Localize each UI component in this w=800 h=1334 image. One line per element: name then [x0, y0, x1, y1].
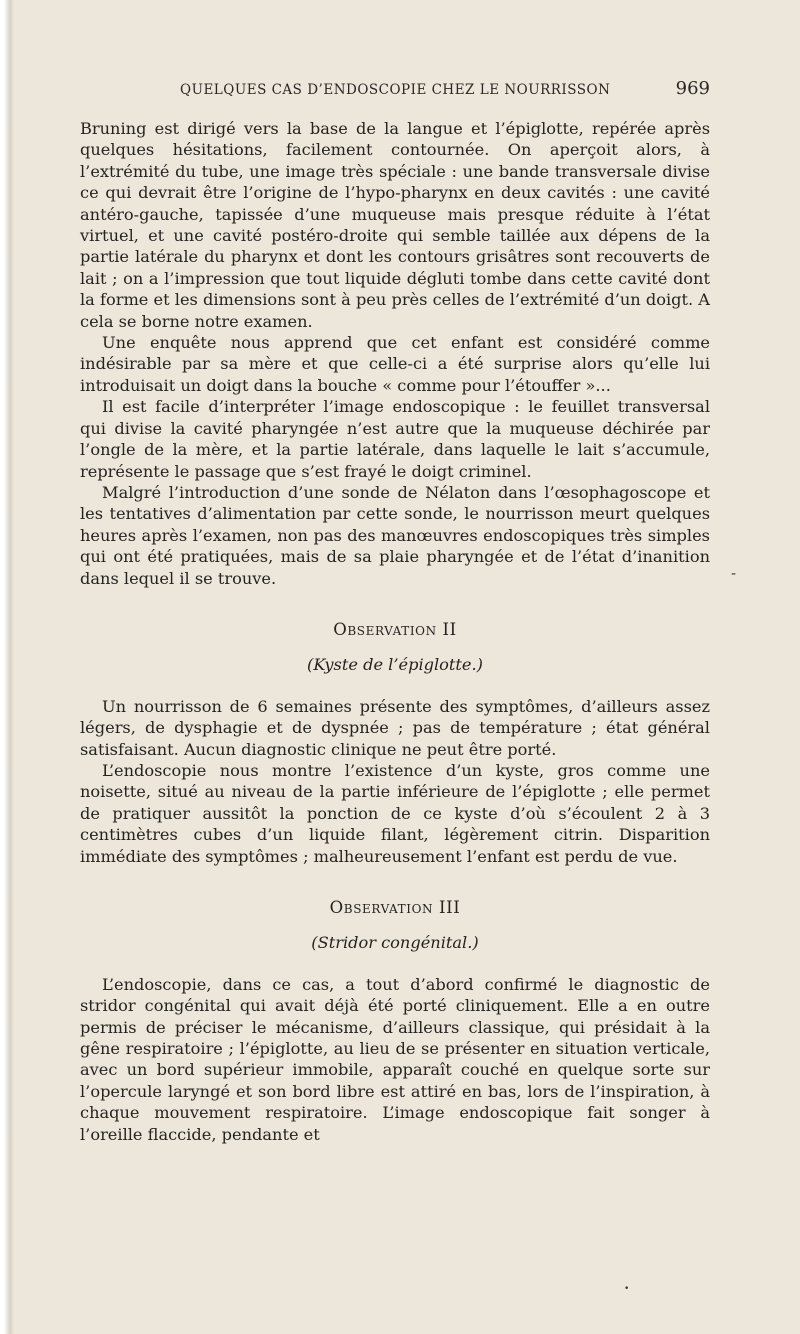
margin-tick-mark: - — [731, 566, 737, 582]
paragraph-continued: Bruning est dirigé vers la base de la langue et l’épiglotte, repérée après quelques hésitations, facilement contournée. On aperçoit alors, à l’extrémité du tube, une image très spéciale : une bande transversale divise ce qui devrait être l’origine de l’hypo-pharynx en deux cavités : une cavité antéro-gauche, tapissée d’une muqueuse mais presque réduite à l’état virtuel, et une cavité postéro-droite qui semble taillée aux dépens de la partie latérale du pharynx et dont les contours grisâtres sont recouverts de lait ; on a l’impression que tout liquide dégluti tombe dans cette cavité dont la forme et les dimensions sont à peu près celles de l’extrémité d’un doigt. A cela se borne notre examen. — [80, 119, 710, 331]
running-head: QUELQUES CAS D’ENDOSCOPIE CHEZ LE NOURRISSON — [180, 82, 611, 98]
page-header — [80, 78, 710, 104]
page-body — [80, 118, 710, 1145]
paragraph: Il est facile d’interpréter l’image endoscopique : le feuillet transversal qui divise la cavité pharyngée n’est autre que la muqueuse déchirée par l’ongle de la mère, et la partie latérale, dans laquelle le lait s’accumule, représente le passage que s’est frayé le doigt criminel. — [80, 397, 710, 481]
page-number: 969 — [675, 78, 710, 99]
paragraph: L’endoscopie nous montre l’existence d’un kyste, gros comme une noisette, situé au niveau de la partie inférieure de l’épiglotte ; elle permet de pratiquer aussitôt la ponction de ce kyste d’où s’écoulent 2 à 3 centimètres cubes d’un liquide filant, légèrement citrin. Disparition immédiate des symptômes ; malheureusement l’enfant est perdu de vue. — [80, 760, 710, 866]
observation-heading: Observation II — [333, 619, 457, 639]
observation-heading: Observation III — [329, 898, 461, 917]
paragraph: Un nourrisson de 6 semaines présente des symptômes, d’ailleurs assez légers, de dysphagie et de dyspnée ; pas de température ; état général satisfaisant. Aucun diagnostic clinique ne peut être porté. — [80, 696, 710, 759]
observation-subtitle: (Stridor congénital.) — [311, 933, 479, 953]
speck-mark: • — [624, 1284, 630, 1294]
paragraph: Une enquête nous apprend que cet enfant est considéré comme indésirable par sa mère et que celle-ci a été surprise alors qu’elle lui introduisait un doigt dans la bouche « comme pour l’étouffer »... — [80, 333, 710, 395]
paragraph: Malgré l’introduction d’une sonde de Nélaton dans l’œsophagoscope et les tentatives d’alimentation par cette sonde, le nourrisson meurt quelques heures après l’examen, non pas des manœuvres endoscopiques très simples qui ont été pratiquées, mais de sa plaie pharyngée et de l’état d’inanition dans lequel il se trouve. — [80, 482, 710, 588]
paragraph: L’endoscopie, dans ce cas, a tout d’abord confirmé le diagnostic de stridor congénital qui avait déjà été porté cliniquement. Elle a en outre permis de préciser le mécanisme, d’ailleurs classique, qui présidait à la gêne respiratoire ; l’épiglotte, au lieu de se présenter en situation verticale, avec un bord supérieur immobile, apparaît couché en quelque sorte sur l’opercule laryngé et son bord libre est attiré en bas, lors de l’inspiration, à chaque mouvement respiratoire. L’image endoscopique fait songer à l’oreille flaccide, pendante et — [80, 974, 710, 1144]
observation-subtitle: (Kyste de l’épiglotte.) — [307, 655, 483, 675]
